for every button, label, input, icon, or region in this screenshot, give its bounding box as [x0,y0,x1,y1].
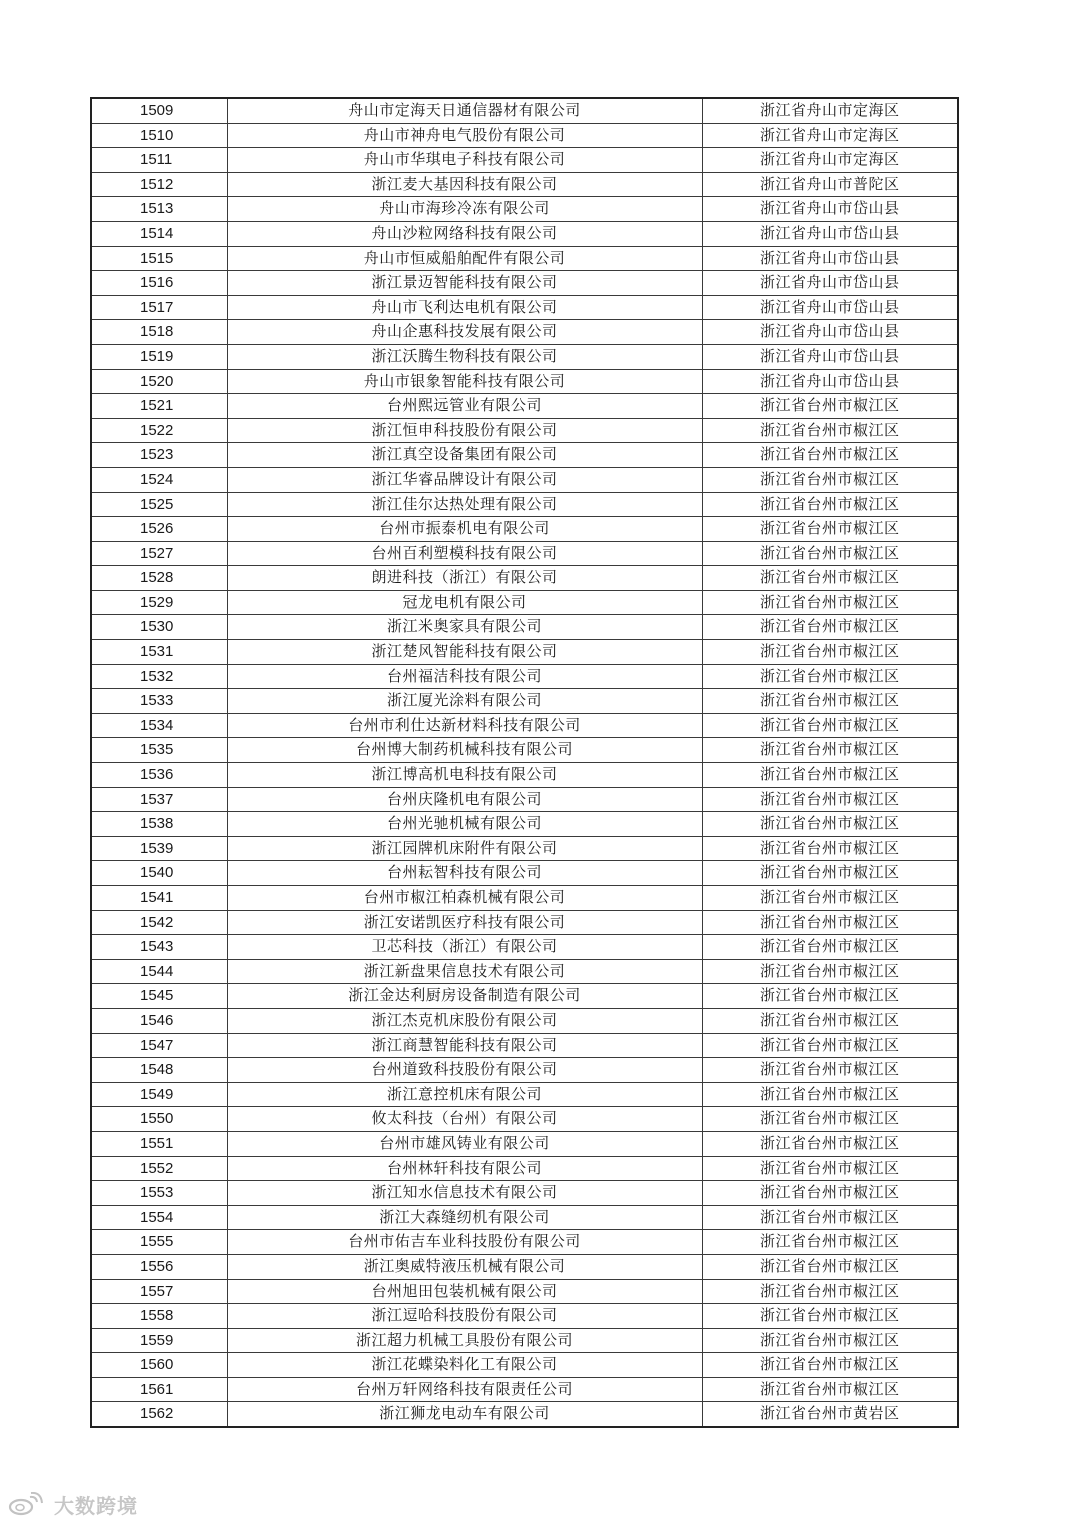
row-number: 1542 [91,910,227,935]
table-row [91,910,958,935]
watermark-text: 大数跨境 [54,1493,138,1518]
table-row [91,541,958,566]
table-row [91,443,958,468]
company-name: 台州博大制药机械科技有限公司 [227,738,702,763]
company-location: 浙江省台州市椒江区 [702,959,958,984]
table-row [91,98,958,123]
row-number: 1544 [91,959,227,984]
row-number: 1512 [91,172,227,197]
row-number: 1533 [91,689,227,714]
company-name: 浙江博高机电科技有限公司 [227,763,702,788]
company-name: 台州熙远管业有限公司 [227,394,702,419]
company-location: 浙江省台州市椒江区 [702,910,958,935]
company-name: 舟山市飞利达电机有限公司 [227,295,702,320]
company-location: 浙江省台州市椒江区 [702,861,958,886]
company-name: 台州林轩科技有限公司 [227,1156,702,1181]
row-number: 1527 [91,541,227,566]
table-row [91,812,958,837]
company-location: 浙江省台州市椒江区 [702,1377,958,1402]
row-number: 1558 [91,1304,227,1329]
row-number: 1550 [91,1107,227,1132]
row-number: 1543 [91,935,227,960]
company-name: 浙江真空设备集团有限公司 [227,443,702,468]
company-location: 浙江省台州市椒江区 [702,763,958,788]
row-number: 1515 [91,246,227,271]
company-name: 浙江奥威特液压机械有限公司 [227,1254,702,1279]
row-number: 1526 [91,517,227,542]
row-number: 1551 [91,1131,227,1156]
company-location: 浙江省舟山市岱山县 [702,221,958,246]
table-row [91,935,958,960]
table-row [91,1353,958,1378]
row-number: 1545 [91,984,227,1009]
row-number: 1514 [91,221,227,246]
company-location: 浙江省台州市椒江区 [702,615,958,640]
row-number: 1532 [91,664,227,689]
company-location: 浙江省台州市椒江区 [702,1230,958,1255]
company-location: 浙江省台州市椒江区 [702,1033,958,1058]
table-row [91,713,958,738]
company-name: 台州耘智科技有限公司 [227,861,702,886]
company-location: 浙江省台州市椒江区 [702,1107,958,1132]
table-row [91,664,958,689]
company-list-body [91,98,958,1427]
table-row [91,172,958,197]
table-row [91,615,958,640]
row-number: 1528 [91,566,227,591]
company-location: 浙江省台州市椒江区 [702,836,958,861]
company-name: 台州百利塑模科技有限公司 [227,541,702,566]
company-location: 浙江省舟山市岱山县 [702,369,958,394]
company-location: 浙江省台州市椒江区 [702,689,958,714]
company-name: 浙江华睿品牌设计有限公司 [227,467,702,492]
row-number: 1510 [91,123,227,148]
company-location: 浙江省台州市椒江区 [702,1254,958,1279]
company-name: 浙江楚风智能科技有限公司 [227,640,702,665]
company-location: 浙江省台州市椒江区 [702,886,958,911]
company-name: 台州光驰机械有限公司 [227,812,702,837]
row-number: 1540 [91,861,227,886]
company-name: 浙江厦光涂料有限公司 [227,689,702,714]
company-name: 浙江沃腾生物科技有限公司 [227,344,702,369]
table-row [91,1254,958,1279]
company-location: 浙江省台州市椒江区 [702,935,958,960]
row-number: 1557 [91,1279,227,1304]
row-number: 1523 [91,443,227,468]
company-location: 浙江省舟山市岱山县 [702,344,958,369]
company-name: 浙江园牌机床附件有限公司 [227,836,702,861]
company-name: 浙江知水信息技术有限公司 [227,1181,702,1206]
row-number: 1513 [91,197,227,222]
company-name: 浙江超力机械工具股份有限公司 [227,1328,702,1353]
table-row [91,1107,958,1132]
company-name: 台州万轩网络科技有限责任公司 [227,1377,702,1402]
row-number: 1549 [91,1082,227,1107]
row-number: 1547 [91,1033,227,1058]
table-row [91,197,958,222]
company-name: 台州庆隆机电有限公司 [227,787,702,812]
table-row [91,517,958,542]
company-name: 舟山沙粒网络科技有限公司 [227,221,702,246]
company-location: 浙江省舟山市岱山县 [702,271,958,296]
row-number: 1519 [91,344,227,369]
watermark [8,1490,138,1518]
row-number: 1556 [91,1254,227,1279]
company-location: 浙江省台州市椒江区 [702,418,958,443]
row-number: 1518 [91,320,227,345]
company-location: 浙江省舟山市岱山县 [702,246,958,271]
table-row [91,1205,958,1230]
row-number: 1537 [91,787,227,812]
company-name: 攸太科技（台州）有限公司 [227,1107,702,1132]
table-row [91,763,958,788]
company-name: 浙江景迈智能科技有限公司 [227,271,702,296]
row-number: 1541 [91,886,227,911]
row-number: 1530 [91,615,227,640]
table-row [91,1402,958,1427]
company-name: 浙江花蝶染料化工有限公司 [227,1353,702,1378]
company-location: 浙江省台州市椒江区 [702,541,958,566]
company-location: 浙江省舟山市普陀区 [702,172,958,197]
row-number: 1546 [91,1008,227,1033]
row-number: 1521 [91,394,227,419]
company-name: 浙江麦大基因科技有限公司 [227,172,702,197]
company-location: 浙江省台州市椒江区 [702,1082,958,1107]
table-row [91,1033,958,1058]
row-number: 1516 [91,271,227,296]
company-name: 台州市振泰机电有限公司 [227,517,702,542]
company-location: 浙江省台州市椒江区 [702,1279,958,1304]
company-location: 浙江省舟山市定海区 [702,123,958,148]
company-name: 舟山企惠科技发展有限公司 [227,320,702,345]
company-location: 浙江省台州市椒江区 [702,394,958,419]
table-row [91,1230,958,1255]
company-location: 浙江省台州市椒江区 [702,984,958,1009]
company-name: 台州市雄风铸业有限公司 [227,1131,702,1156]
row-number: 1539 [91,836,227,861]
company-location: 浙江省台州市椒江区 [702,713,958,738]
row-number: 1561 [91,1377,227,1402]
company-name: 舟山市海珍冷冻有限公司 [227,197,702,222]
company-location: 浙江省台州市椒江区 [702,1328,958,1353]
company-location: 浙江省舟山市岱山县 [702,295,958,320]
row-number: 1522 [91,418,227,443]
company-name: 台州市椒江柏森机械有限公司 [227,886,702,911]
table-row [91,1082,958,1107]
company-location: 浙江省台州市椒江区 [702,443,958,468]
company-name: 台州市利仕达新材料科技有限公司 [227,713,702,738]
company-name: 浙江狮龙电动车有限公司 [227,1402,702,1427]
company-name: 朗进科技（浙江）有限公司 [227,566,702,591]
table-row [91,1304,958,1329]
company-name: 浙江金达利厨房设备制造有限公司 [227,984,702,1009]
company-location: 浙江省台州市椒江区 [702,517,958,542]
company-location: 浙江省台州市椒江区 [702,566,958,591]
table-row [91,861,958,886]
company-name: 浙江恒申科技股份有限公司 [227,418,702,443]
table-row [91,566,958,591]
company-location: 浙江省台州市椒江区 [702,1181,958,1206]
table-row [91,984,958,1009]
company-name: 浙江新盘果信息技术有限公司 [227,959,702,984]
company-location: 浙江省台州市椒江区 [702,1008,958,1033]
row-number: 1536 [91,763,227,788]
row-number: 1538 [91,812,227,837]
company-location: 浙江省舟山市定海区 [702,98,958,123]
table-row [91,1377,958,1402]
company-name: 台州旭田包装机械有限公司 [227,1279,702,1304]
table-row [91,1181,958,1206]
company-location: 浙江省台州市椒江区 [702,1156,958,1181]
company-location: 浙江省台州市椒江区 [702,787,958,812]
row-number: 1552 [91,1156,227,1181]
company-name: 浙江意控机床有限公司 [227,1082,702,1107]
company-location: 浙江省台州市椒江区 [702,492,958,517]
company-location: 浙江省台州市椒江区 [702,467,958,492]
row-number: 1535 [91,738,227,763]
table-row [91,271,958,296]
company-location: 浙江省台州市椒江区 [702,590,958,615]
table-row [91,320,958,345]
row-number: 1560 [91,1353,227,1378]
company-name: 浙江佳尔达热处理有限公司 [227,492,702,517]
row-number: 1548 [91,1058,227,1083]
table-row [91,369,958,394]
company-name: 浙江米奥家具有限公司 [227,615,702,640]
row-number: 1534 [91,713,227,738]
table-row [91,344,958,369]
table-row [91,418,958,443]
company-location: 浙江省台州市椒江区 [702,738,958,763]
company-list-table [90,97,959,1428]
company-location: 浙江省舟山市岱山县 [702,197,958,222]
table-row [91,148,958,173]
company-location: 浙江省舟山市定海区 [702,148,958,173]
company-name: 卫芯科技（浙江）有限公司 [227,935,702,960]
table-row [91,640,958,665]
row-number: 1553 [91,1181,227,1206]
company-name: 冠龙电机有限公司 [227,590,702,615]
company-location: 浙江省台州市椒江区 [702,1131,958,1156]
company-name: 浙江逗哈科技股份有限公司 [227,1304,702,1329]
company-location: 浙江省舟山市岱山县 [702,320,958,345]
row-number: 1562 [91,1402,227,1427]
table-row [91,689,958,714]
table-row [91,1156,958,1181]
table-row [91,246,958,271]
table-row [91,221,958,246]
table-row [91,1131,958,1156]
table-row [91,738,958,763]
table-row [91,394,958,419]
row-number: 1555 [91,1230,227,1255]
company-name: 浙江杰克机床股份有限公司 [227,1008,702,1033]
row-number: 1511 [91,148,227,173]
company-name: 舟山市华琪电子科技有限公司 [227,148,702,173]
company-name: 浙江安诺凯医疗科技有限公司 [227,910,702,935]
table-row [91,467,958,492]
row-number: 1520 [91,369,227,394]
table-row [91,959,958,984]
company-name: 舟山市神舟电气股份有限公司 [227,123,702,148]
company-location: 浙江省台州市椒江区 [702,1353,958,1378]
company-name: 舟山市银象智能科技有限公司 [227,369,702,394]
company-name: 浙江商慧智能科技有限公司 [227,1033,702,1058]
company-location: 浙江省台州市椒江区 [702,1304,958,1329]
company-name: 舟山市恒威船舶配件有限公司 [227,246,702,271]
weibo-logo-icon [8,1492,48,1516]
company-location: 浙江省台州市椒江区 [702,1205,958,1230]
row-number: 1509 [91,98,227,123]
company-location: 浙江省台州市椒江区 [702,1058,958,1083]
table-row [91,123,958,148]
table-row [91,1058,958,1083]
row-number: 1559 [91,1328,227,1353]
row-number: 1524 [91,467,227,492]
table-row [91,836,958,861]
company-name: 浙江大森缝纫机有限公司 [227,1205,702,1230]
company-location: 浙江省台州市黄岩区 [702,1402,958,1427]
table-row [91,295,958,320]
table-row [91,590,958,615]
company-name: 台州福洁科技有限公司 [227,664,702,689]
row-number: 1517 [91,295,227,320]
company-location: 浙江省台州市椒江区 [702,664,958,689]
table-row [91,886,958,911]
company-name: 台州道致科技股份有限公司 [227,1058,702,1083]
table-row [91,492,958,517]
table-row [91,1008,958,1033]
table-row [91,1279,958,1304]
company-name: 台州市佑吉车业科技股份有限公司 [227,1230,702,1255]
row-number: 1525 [91,492,227,517]
table-row [91,787,958,812]
row-number: 1554 [91,1205,227,1230]
company-location: 浙江省台州市椒江区 [702,640,958,665]
company-location: 浙江省台州市椒江区 [702,812,958,837]
company-name: 舟山市定海天日通信器材有限公司 [227,98,702,123]
row-number: 1531 [91,640,227,665]
row-number: 1529 [91,590,227,615]
table-row [91,1328,958,1353]
